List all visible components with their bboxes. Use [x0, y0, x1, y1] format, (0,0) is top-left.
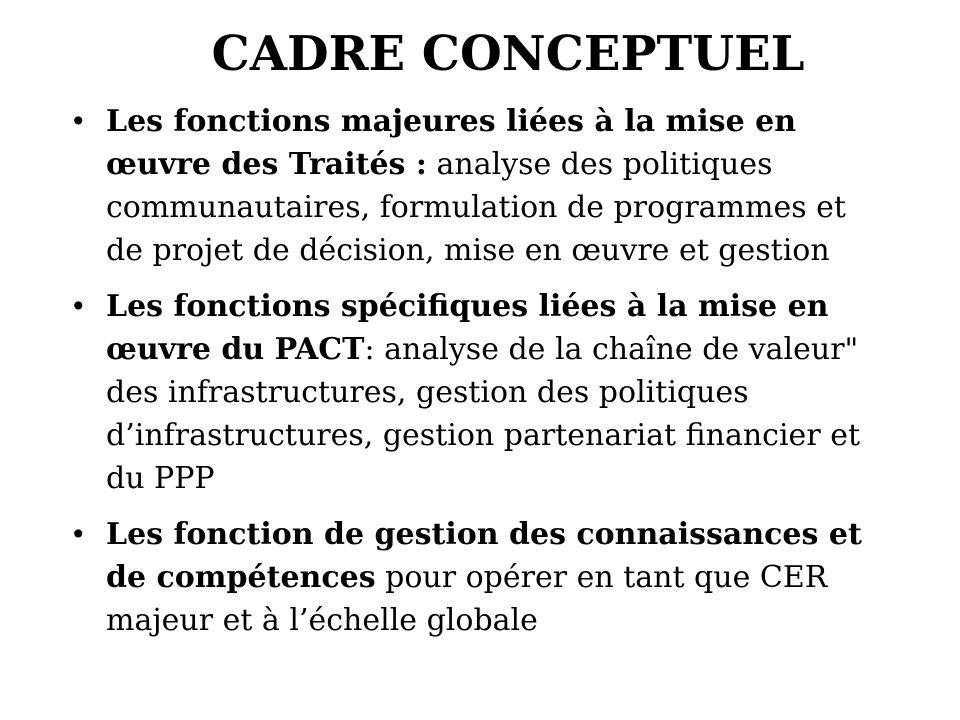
slide-title: CADRE CONCEPTUEL	[211, 26, 805, 82]
bullet-text: analyse des politiques communautaires, formulation de programmes et de projet de décision, mise en œuvre et gestion	[106, 147, 846, 268]
bullet-heading: Les fonctions majeures liées à la mise en œuvre des Traités :	[106, 104, 796, 182]
bullet-list	[72, 100, 872, 655]
bullet-item-knowledge-management	[72, 513, 872, 642]
bullet-item-major-functions	[72, 100, 872, 272]
bullet-item-specific-functions	[72, 285, 872, 500]
bullet-text: pour opérer en tant que CER majeur et à l’échelle globale	[106, 560, 828, 638]
bullet-icon: •	[70, 105, 87, 138]
bullet-heading: Les fonction de gestion des connaissances et de compétences	[106, 517, 862, 595]
bullet-heading: Les fonctions spécifiques liées à la mise en œuvre du PACT	[106, 289, 829, 367]
bullet-icon: •	[70, 290, 87, 323]
bullet-text: : analyse de la chaîne de valeur" des infrastructures, gestion des politiques d’infrastructures, gestion partenariat financier et du PPP	[106, 332, 860, 496]
bullet-icon: •	[70, 518, 87, 551]
